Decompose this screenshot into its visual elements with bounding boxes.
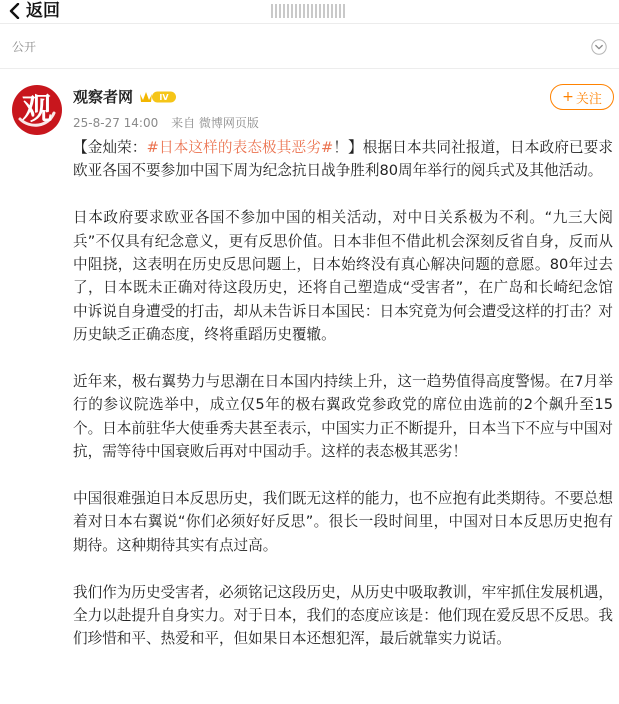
- top-bar: [0, 0, 619, 24]
- follow-label: 关注: [575, 91, 602, 107]
- vip-level: IV: [159, 93, 169, 102]
- paragraph-1-text: ！】根据日本共同社报道，日本政府已要求欧亚各国不要参加中国下周为纪念抗日战争胜利80周年举行的阅兵式及其他活动。: [73, 139, 613, 180]
- back-label: 返回: [26, 1, 60, 21]
- avatar-glyph: 观: [22, 92, 52, 127]
- visibility-bar: [0, 25, 619, 69]
- post-time[interactable]: 25-8-27 14:00: [73, 116, 159, 130]
- visibility-label: 公开: [12, 40, 37, 54]
- plus-icon: +: [562, 89, 574, 105]
- paragraph-1-prefix: 【金灿荣：: [73, 139, 147, 156]
- paragraph-2: 日本政府要求欧亚各国不参加中国的相关活动，对中日关系极为不利。“九三大阅兵”不仅具有纪念意义，更有反思价值。日本非但不借此机会深刻反省自身，反而从中阻挠，这表明在历史反思问题上，日本始终没有真心解决问题的意愿。80年过去了，日本既未正确对待这段历史，还将自己塑造成“受害者”，在广岛和长崎纪念馆中诉说自身遭受的打击，却从未告诉日本国民：日本究竟为何会遭受这样的打击？对历史缺乏正确态度，终将重蹈历史覆辙。: [73, 209, 613, 344]
- post-source: 来自 微博网页版: [171, 116, 259, 130]
- paragraph-1: [73, 136, 613, 183]
- paragraph-4: 中国很难强迫日本反思历史，我们既无这样的能力，也不应抱有此类期待。不要总想着对日本右翼说“你们必须好好反思”。很长一段时间里，中国对日本反思历史抱有期待。这种期待其实有点过高。: [73, 490, 613, 554]
- author-name[interactable]: 观察者网: [73, 88, 134, 106]
- post-body: [73, 136, 613, 651]
- paragraph-3: 近年来，极右翼势力与思潮在日本国内持续上升，这一趋势值得高度警惕。在7月举行的参议院选举中，成立仅5年的极右翼政党参政党的席位由选前的2个飙升至15个。日本前驻华大使垂秀夫甚至表示，中国实力正不断提升，日本当下不应与中国对抗，需等待中国衰败后再对中国动手。这样的表态极其恶劣！: [73, 373, 613, 461]
- hashtag-link[interactable]: #日本这样的表态极其恶劣#: [146, 139, 334, 156]
- post-meta: [73, 114, 268, 131]
- follow-button[interactable]: [550, 84, 614, 110]
- avatar[interactable]: [12, 85, 62, 135]
- chevron-down-icon[interactable]: [591, 39, 607, 55]
- back-button[interactable]: [8, 0, 60, 22]
- paragraph-5: 我们作为历史受害者，必须铭记这段历史，从历史中吸取教训，牢牢抓住发展机遇，全力以赴提升自身实力。对于日本，我们的态度应该是：他们现在爱反思不反思。我们珍惜和平、热爱和平，但如果日本还想犯浑，最后就靠实力说话。: [73, 583, 613, 648]
- page-title-placeholder: [271, 4, 346, 18]
- crown-badge-icon: [138, 89, 178, 105]
- chevron-left-icon: [8, 3, 22, 19]
